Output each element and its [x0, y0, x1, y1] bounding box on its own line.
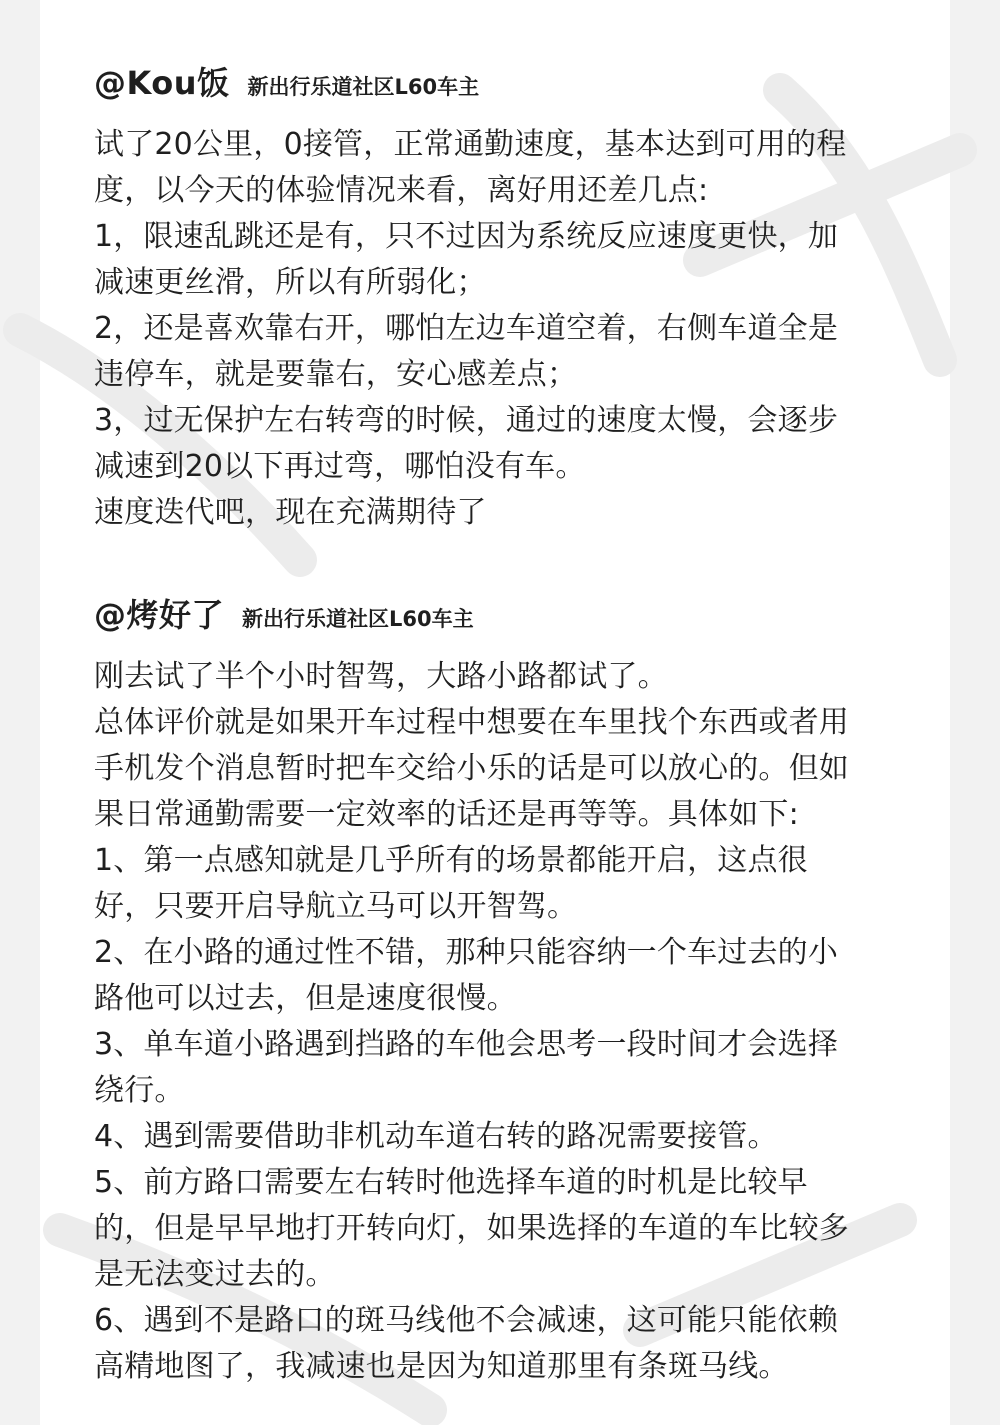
post-line: 5、前方路口需要左右转时他选择车道的时机是比较早: [94, 1165, 808, 1200]
author-tag: 新出行乐道社区L60车主: [242, 607, 474, 631]
post-line: 1、第一点感知就是几乎所有的场景都能开启，这点很: [94, 843, 808, 878]
post-body: [94, 654, 914, 1390]
post-line: 的，但是早早地打开转向灯，如果选择的车道的车比较多: [94, 1211, 849, 1246]
author-name[interactable]: @烤好了: [94, 596, 225, 634]
post-line: 3，过无保护左右转弯的时候，通过的速度太慢，会逐步: [94, 403, 839, 438]
post-line: 试了20公里，0接管，正常通勤速度，基本达到可用的程: [94, 127, 847, 162]
author-tag: 新出行乐道社区L60车主: [247, 75, 480, 99]
author-name[interactable]: @Kou饭: [94, 64, 230, 102]
post-header: [94, 590, 914, 636]
post-kaohaole: [94, 590, 914, 1390]
post-line: 是无法变过去的。: [94, 1257, 336, 1292]
post-line: 好，只要开启导航立马可以开智驾。: [94, 889, 578, 924]
post-line: 果日常通勤需要一定效率的话还是再等等。具体如下:: [94, 797, 799, 832]
post-line: 手机发个消息暂时把车交给小乐的话是可以放心的。但如: [94, 751, 849, 786]
post-line: 违停车，就是要靠右，安心感差点；: [94, 357, 578, 392]
post-line: 高精地图了，我减速也是因为知道那里有条斑马线。: [94, 1349, 789, 1384]
post-kou: [94, 58, 914, 536]
post-line: 6、遇到不是路口的斑马线他不会减速，这可能只能依赖: [94, 1303, 839, 1338]
post-line: 减速到20以下再过弯，哪怕没有车。: [94, 449, 586, 484]
post-line: 度，以今天的体验情况来看，离好用还差几点:: [94, 173, 709, 208]
post-line: 刚去试了半个小时智驾，大路小路都试了。: [94, 659, 668, 694]
post-header: [94, 58, 914, 104]
post-line: 绕行。: [94, 1073, 185, 1108]
post-line: 3、单车道小路遇到挡路的车他会思考一段时间才会选择: [94, 1027, 839, 1062]
post-line: 速度迭代吧，现在充满期待了: [94, 495, 487, 530]
post-body: [94, 122, 914, 536]
post-line: 2，还是喜欢靠右开，哪怕左边车道空着，右侧车道全是: [94, 311, 839, 346]
post-line: 减速更丝滑，所以有所弱化；: [94, 265, 487, 300]
post-line: 2、在小路的通过性不错，那种只能容纳一个车过去的小: [94, 935, 839, 970]
post-line: 路他可以过去，但是速度很慢。: [94, 981, 517, 1016]
post-line: 4、遇到需要借助非机动车道右转的路况需要接管。: [94, 1119, 778, 1154]
post-line: 总体评价就是如果开车过程中想要在车里找个东西或者用: [94, 705, 849, 740]
post-line: 1，限速乱跳还是有，只不过因为系统反应速度更快，加: [94, 219, 839, 254]
